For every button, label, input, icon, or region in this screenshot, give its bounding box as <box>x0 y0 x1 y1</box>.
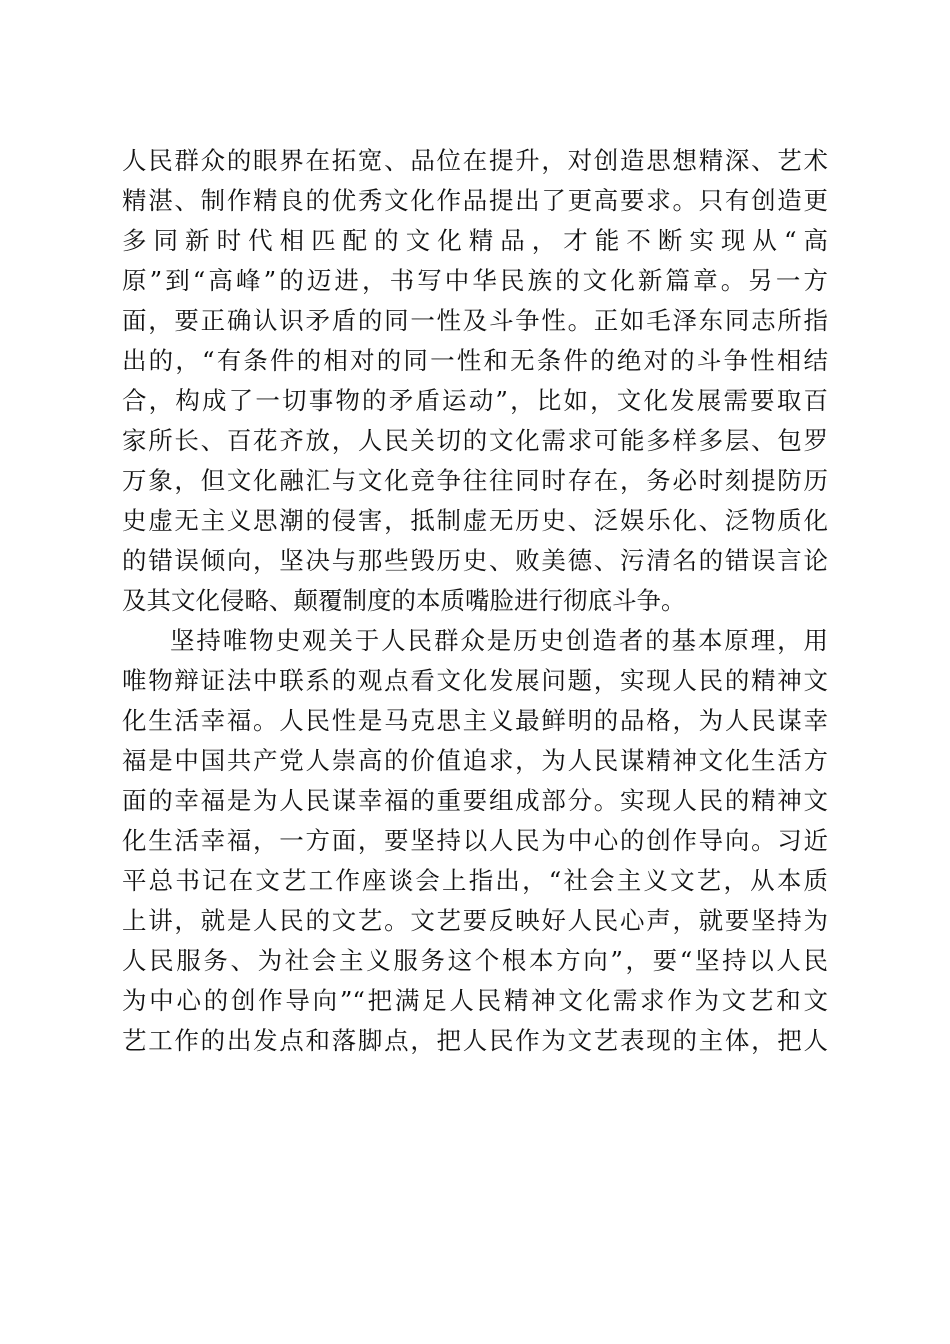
text-line: 坚持唯物史观关于人民群众是历史创造者的基本原理，用 <box>170 626 828 655</box>
text-line: 面的幸福是为人民谋幸福的重要组成部分。实现人民的精神文 <box>122 786 828 815</box>
text-line: 福是中国共产党人崇高的价值追求，为人民谋精神文化生活方 <box>122 746 828 775</box>
paragraph-1 <box>122 141 828 621</box>
text-line: 艺工作的出发点和落脚点，把人民作为文艺表现的主体，把人 <box>122 1026 828 1055</box>
text-line: 万象，但文化融汇与文化竞争往往同时存在，务必时刻提防历 <box>122 466 828 495</box>
text-line: 的错误倾向，坚决与那些毁历史、败美德、污清名的错误言论 <box>122 546 828 575</box>
paragraph-2 <box>122 621 828 1061</box>
text-line: 人民服务、为社会主义服务这个根本方向”，要“坚持以人民 <box>122 946 828 975</box>
text-line: 人民群众的眼界在拓宽、品位在提升，对创造思想精深、艺术 <box>122 146 828 175</box>
text-line: 史虚无主义思潮的侵害，抵制虚无历史、泛娱乐化、泛物质化 <box>122 506 828 535</box>
body-text <box>122 141 828 1061</box>
text-line: 为中心的创作导向”“把满足人民精神文化需求作为文艺和文 <box>122 986 828 1015</box>
text-line: 精湛、制作精良的优秀文化作品提出了更高要求。只有创造更 <box>122 186 828 215</box>
text-line: 上讲，就是人民的文艺。文艺要反映好人民心声，就要坚持为 <box>122 906 828 935</box>
text-line: 唯物辩证法中联系的观点看文化发展问题，实现人民的精神文 <box>122 666 828 695</box>
text-line: 多同新时代相匹配的文化精品，才能不断实现从“高 <box>122 226 828 255</box>
text-line: 及其文化侵略、颠覆制度的本质嘴脸进行彻底斗争。 <box>122 586 686 615</box>
text-line: 平总书记在文艺工作座谈会上指出，“社会主义文艺，从本质 <box>122 866 828 895</box>
text-line: 化生活幸福，一方面，要坚持以人民为中心的创作导向。习近 <box>122 826 828 855</box>
text-line: 化生活幸福。人民性是马克思主义最鲜明的品格，为人民谋幸 <box>122 706 828 735</box>
text-line: 合，构成了一切事物的矛盾运动”，比如，文化发展需要取百 <box>122 386 828 415</box>
text-line: 原”到“高峰”的迈进，书写中华民族的文化新篇章。另一方 <box>122 266 828 295</box>
text-line: 出的，“有条件的相对的同一性和无条件的绝对的斗争性相结 <box>122 346 828 375</box>
text-line: 面，要正确认识矛盾的同一性及斗争性。正如毛泽东同志所指 <box>122 306 828 335</box>
text-line: 家所长、百花齐放，人民关切的文化需求可能多样多层、包罗 <box>122 426 828 455</box>
